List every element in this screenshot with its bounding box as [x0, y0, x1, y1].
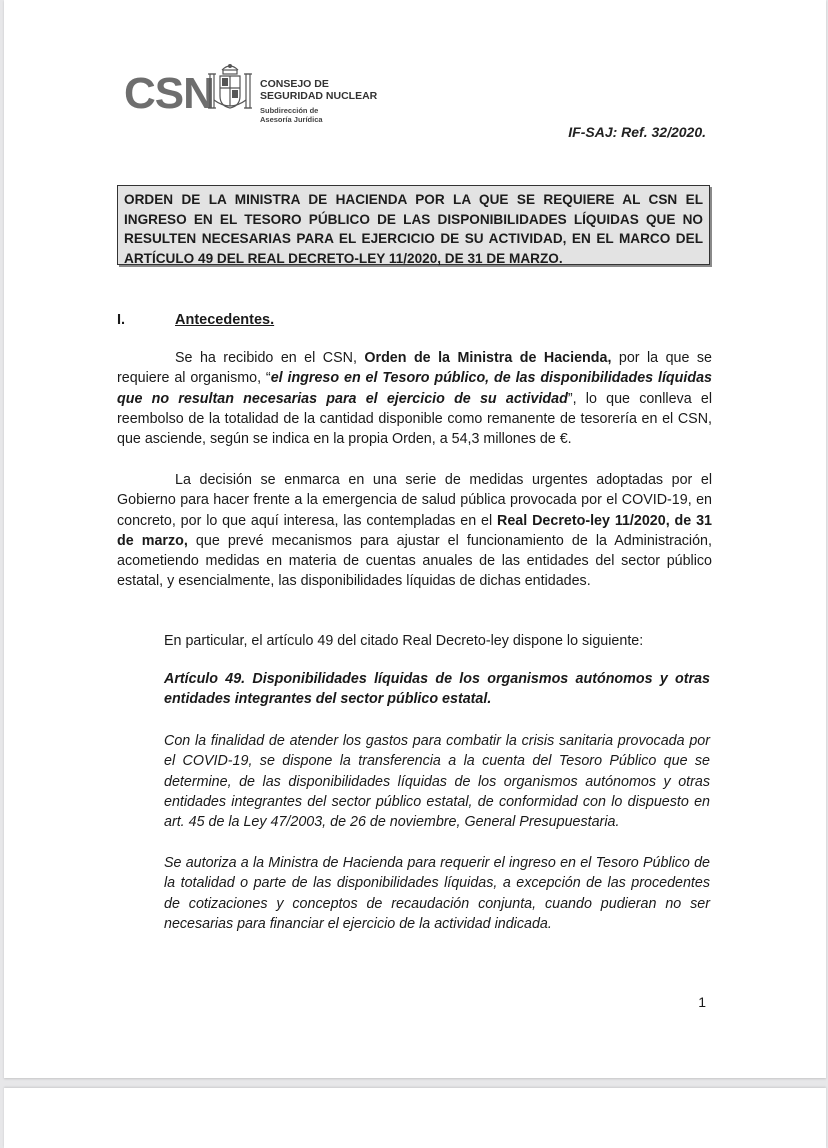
page-number: 1 [698, 994, 706, 1010]
document-page [4, 0, 826, 1078]
logo-sub-line2: Asesoría Jurídica [260, 115, 323, 124]
logo-org-line1: CONSEJO DE [260, 78, 329, 90]
paragraph-1-text-b: por la que se requiere al organismo, “ [117, 350, 712, 387]
logo-sub-line1: Subdirección de [260, 106, 319, 115]
article-title: Artículo 49. Disponibilidades líquidas de los organismos autónomos y otras entidades integrantes del sector público estatal. [164, 671, 710, 708]
paragraph-1-text-a: Se ha recibido en el CSN, [175, 350, 365, 366]
paragraph-2-text-b: que prevé mecanismos para ajustar el funcionamiento de la Administración, acometiendo medidas en materia de cuentas anuales de las entidades del sector público estatal, y esencialmente, las disponibilidades líquidas de dichas entidades. [117, 532, 712, 590]
document-reference: IF-SAJ: Ref. 32/2020. [568, 124, 706, 140]
paragraph-2-bold: Real Decreto-ley 11/2020, de 31 de marzo, [117, 512, 712, 549]
paragraph-1-bold: Orden de la Ministra de Hacienda, [364, 350, 612, 366]
document-title: ORDEN DE LA MINISTRA DE HACIENDA POR LA QUE SE REQUIERE AL CSN EL INGRESO EN EL TESORO PÚBLICO DE LAS DISPONIBILIDADES LÍQUIDAS QUE NO RESULTEN NECESARIAS PARA EL EJERCICIO DE SU ACTIVIDAD, EN EL MARCO DEL ARTÍCULO 49 DEL REAL DECRETO-LEY 11/2020, DE 31 DE MARZO. [117, 185, 710, 265]
coat-of-arms-icon [206, 60, 254, 120]
paragraph-1-text-c: ”, lo que conlleva el reembolso de la totalidad de la cantidad disponible como remanente de tesorería en el CSN, que asciende, según se indica en la propia Orden, a 54,3 millones de €. [117, 390, 712, 448]
paragraph-1 [117, 348, 712, 449]
paragraph-2-text-a: La decisión se enmarca en una serie de medidas urgentes adoptadas por el Gobierno para hacer frente a la emergencia de salud pública provocada por el COVID-19, en concreto, por lo que aquí interesa, las contempladas en el [117, 472, 712, 529]
article-quote-1: Con la finalidad de atender los gastos para combatir la crisis sanitaria provocada por el COVID-19, se dispone la transferencia a la cuenta del Tesoro Público que se determine, de las disponibilidades líquidas de los organismos autónomos y otras entidades integrantes del sector público estatal, de conformidad con lo dispuesto en art. 45 de la Ley 47/2003, de 26 de noviembre, General Presupuestaria. [164, 733, 710, 831]
article-quote-2: Se autoriza a la Ministra de Hacienda para requerir el ingreso en el Tesoro Público de la totalidad o parte de las disponibilidades líquidas, a excepción de las procedentes de cotizaciones y conceptos de recaudación conjunta, cuando pudieran no ser necesarias para financiar el ejercicio de la actividad indicada. [164, 855, 710, 932]
logo-org-name [260, 78, 377, 102]
section-title: Antecedentes. [175, 312, 275, 328]
logo-subdivision [260, 106, 323, 124]
paragraph-1-quote: el ingreso en el Tesoro público, de las disponibilidades líquidas que no resultan necesarias para el ejercicio de su actividad [117, 370, 713, 407]
paragraph-3: En particular, el artículo 49 del citado Real Decreto-ley dispone lo siguiente: [164, 633, 644, 649]
csn-logo [124, 58, 384, 128]
logo-csn-text: CSN [124, 69, 214, 118]
logo-org-line2: SEGURIDAD NUCLEAR [260, 90, 378, 102]
paragraph-2 [117, 470, 712, 592]
section-number: I. [117, 312, 126, 328]
next-page-edge [4, 1088, 826, 1148]
